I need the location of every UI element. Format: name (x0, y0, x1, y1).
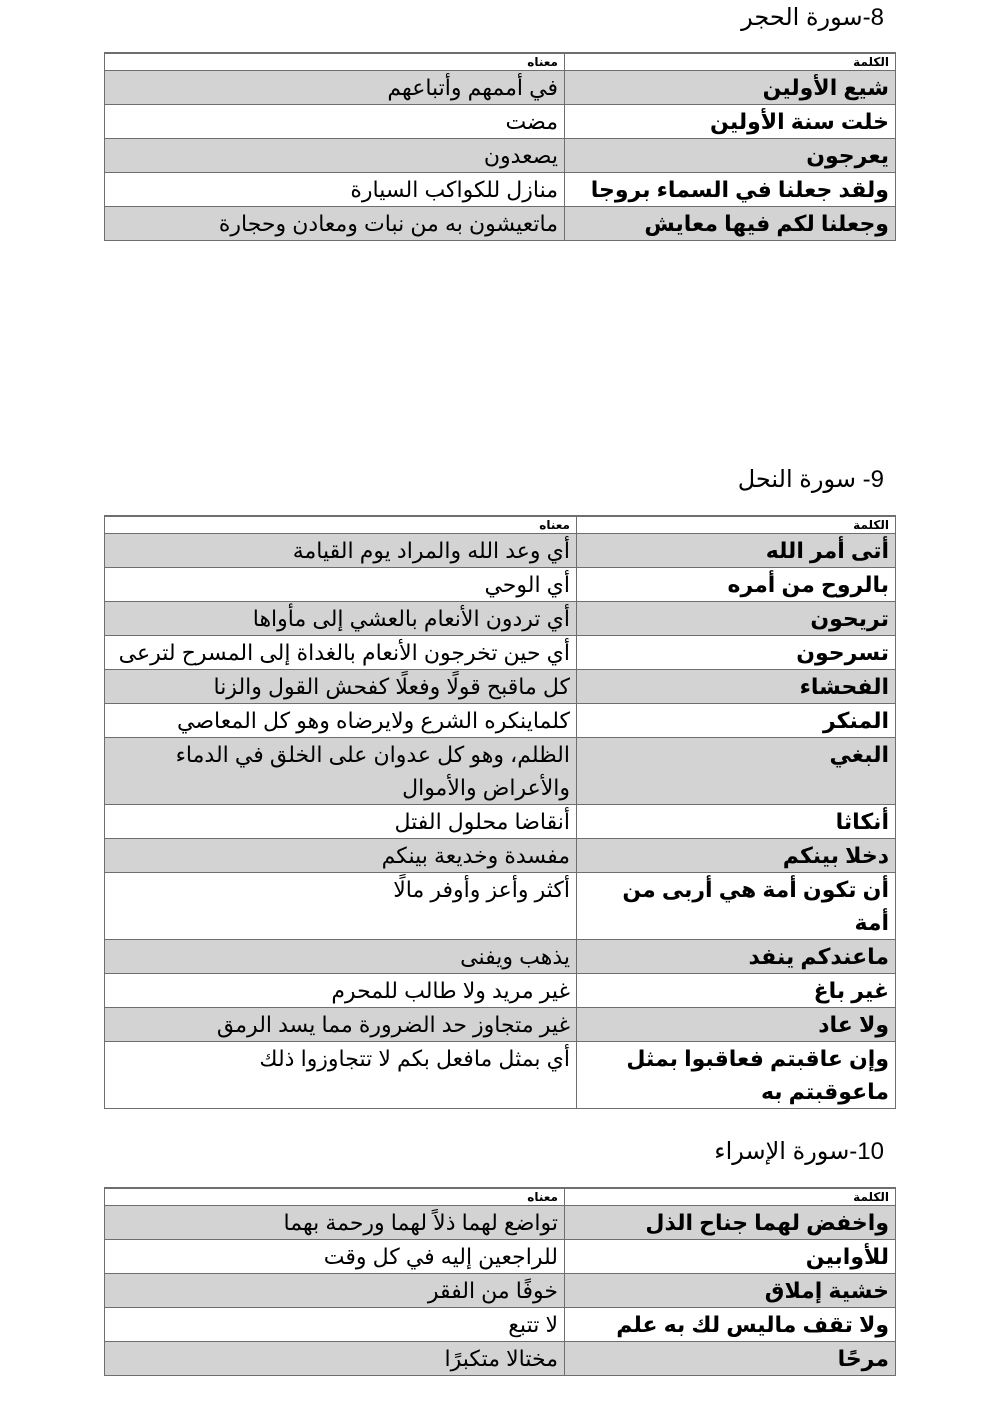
table-row (105, 738, 896, 805)
header-word: الكلمة (565, 1188, 896, 1206)
surah-title-isra: 10-سورة الإسراء (714, 1138, 884, 1165)
meaning-cell: كلماينكره الشرع ولايرضاه وهو كل المعاصي (105, 704, 577, 738)
word-cell: واخفض لهما جناح الذل (565, 1206, 896, 1240)
surah-title-hijr: 8-سورة الحجر (741, 4, 884, 31)
table-row (105, 636, 896, 670)
table-row (105, 940, 896, 974)
table-row (105, 873, 896, 940)
table-row (105, 173, 896, 207)
meaning-cell: أي وعد الله والمراد يوم القيامة (105, 534, 577, 568)
header-meaning: معناه (105, 516, 577, 534)
word-cell: ولا عاد (577, 1008, 896, 1042)
meaning-cell: ماتعيشون به من نبات ومعادن وحجارة (105, 207, 565, 241)
table-header-row (105, 53, 896, 71)
header-word: الكلمة (577, 516, 896, 534)
table-row (105, 71, 896, 105)
word-cell: ولا تقف ماليس لك به علم (565, 1308, 896, 1342)
word-cell: وإن عاقبتم فعاقبوا بمثل ماعوقبتم به (577, 1042, 896, 1109)
table-row (105, 1342, 896, 1376)
table-row (105, 1274, 896, 1308)
word-cell: أن تكون أمة هي أربى من أمة (577, 873, 896, 940)
vocab-table-hijr (104, 52, 896, 241)
meaning-cell: أي حين تخرجون الأنعام بالغداة إلى المسرح لترعى (105, 636, 577, 670)
vocab-table-isra (104, 1187, 896, 1376)
word-cell: ماعندكم ينفد (577, 940, 896, 974)
meaning-cell: للراجعين إليه في كل وقت (105, 1240, 565, 1274)
meaning-cell: منازل للكواكب السيارة (105, 173, 565, 207)
word-cell: الفحشاء (577, 670, 896, 704)
word-cell: ولقد جعلنا في السماء بروجا (565, 173, 896, 207)
table-row (105, 602, 896, 636)
header-word: الكلمة (565, 53, 896, 71)
table-row (105, 670, 896, 704)
meaning-cell: كل ماقبح قولًا وفعلًا كفحش القول والزنا (105, 670, 577, 704)
meaning-cell: أي بمثل مافعل بكم لا تتجاوزوا ذلك (105, 1042, 577, 1109)
table-row (105, 534, 896, 568)
table-header-row (105, 516, 896, 534)
meaning-cell: لا تتبع (105, 1308, 565, 1342)
meaning-cell: أي تردون الأنعام بالعشي إلى مأواها (105, 602, 577, 636)
word-cell: غير باغ (577, 974, 896, 1008)
meaning-cell: يصعدون (105, 139, 565, 173)
header-meaning: معناه (105, 53, 565, 71)
word-cell: بالروح من أمره (577, 568, 896, 602)
table-row (105, 139, 896, 173)
word-cell: المنكر (577, 704, 896, 738)
table-row (105, 1308, 896, 1342)
meaning-cell: مختالا متكبرًا (105, 1342, 565, 1376)
word-cell: وجعلنا لكم فيها معايش (565, 207, 896, 241)
word-cell: تسرحون (577, 636, 896, 670)
table-row (105, 1206, 896, 1240)
word-cell: للأوابين (565, 1240, 896, 1274)
meaning-cell: غير مريد ولا طالب للمحرم (105, 974, 577, 1008)
meaning-cell: أنقاضا محلول الفتل (105, 805, 577, 839)
meaning-cell: يذهب ويفنى (105, 940, 577, 974)
word-cell: البغي (577, 738, 896, 805)
table-row (105, 839, 896, 873)
meaning-cell: في أممهم وأتباعهم (105, 71, 565, 105)
meaning-cell: مضت (105, 105, 565, 139)
vocab-table-nahl (104, 515, 896, 1109)
word-cell: شيع الأولين (565, 71, 896, 105)
meaning-cell: أي الوحي (105, 568, 577, 602)
table-row (105, 805, 896, 839)
table-row (105, 568, 896, 602)
table-row (105, 704, 896, 738)
table-row (105, 1008, 896, 1042)
table-row (105, 207, 896, 241)
meaning-cell: غير متجاوز حد الضرورة مما يسد الرمق (105, 1008, 577, 1042)
table-row (105, 1042, 896, 1109)
meaning-cell: الظلم، وهو كل عدوان على الخلق في الدماء والأعراض والأموال (105, 738, 577, 805)
word-cell: تريحون (577, 602, 896, 636)
header-meaning: معناه (105, 1188, 565, 1206)
surah-title-nahl: 9- سورة النحل (737, 466, 884, 493)
meaning-cell: تواضع لهما ذلاً لهما ورحمة بهما (105, 1206, 565, 1240)
word-cell: أتى أمر الله (577, 534, 896, 568)
meaning-cell: مفسدة وخديعة بينكم (105, 839, 577, 873)
meaning-cell: خوفًا من الفقر (105, 1274, 565, 1308)
table-row (105, 974, 896, 1008)
table-row (105, 105, 896, 139)
table-row (105, 1240, 896, 1274)
word-cell: خشية إملاق (565, 1274, 896, 1308)
word-cell: مرحًا (565, 1342, 896, 1376)
word-cell: أنكاثا (577, 805, 896, 839)
meaning-cell: أكثر وأعز وأوفر مالًا (105, 873, 577, 940)
word-cell: دخلا بينكم (577, 839, 896, 873)
word-cell: خلت سنة الأولين (565, 105, 896, 139)
table-header-row (105, 1188, 896, 1206)
word-cell: يعرجون (565, 139, 896, 173)
